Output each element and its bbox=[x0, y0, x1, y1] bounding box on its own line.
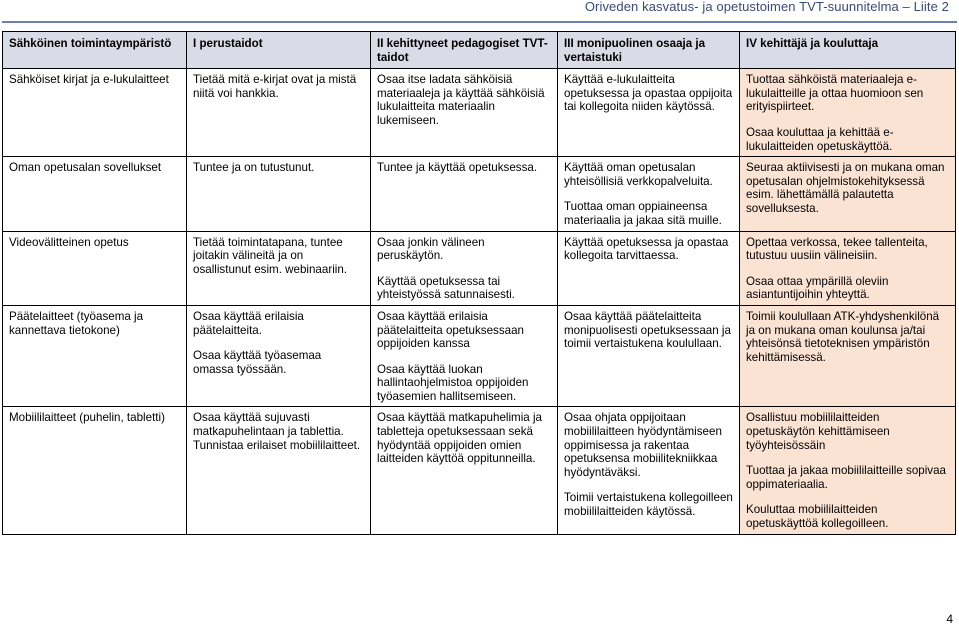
level-1-cell bbox=[187, 69, 371, 157]
cell-paragraph: Osaa käyttää sujuvasti matkapuhelintaan ja tablettia. Tunnistaa erilaiset mobiililaitteet. bbox=[193, 411, 361, 452]
level-1-cell bbox=[187, 157, 371, 231]
level-4-cell bbox=[740, 69, 956, 157]
cell-paragraph: Osallistuu mobiililaitteiden opetuskäytön kehittämiseen työyhteisössäin bbox=[746, 411, 890, 452]
cell-paragraph: Käyttää oman opetusalan yhteisöllisiä verkkopalveluita. bbox=[564, 161, 713, 188]
table-row bbox=[3, 157, 956, 231]
level-3-cell bbox=[558, 231, 740, 305]
table-row bbox=[3, 231, 956, 305]
page-number: 4 bbox=[946, 612, 953, 626]
header-divider bbox=[2, 21, 957, 23]
level-4-cell bbox=[740, 157, 956, 231]
cell-paragraph: Osaa itse ladata sähköisiä materiaaleja ja käyttää sähköisiä lukulaitteita materiaalin lukemiseen. bbox=[377, 73, 545, 127]
row-topic-cell bbox=[3, 69, 187, 157]
cell-paragraph: Tuntee ja on tutustunut. bbox=[193, 161, 315, 175]
cell-paragraph: Käyttää opetuksessa tai yhteistyössä satunnaisesti. bbox=[377, 274, 515, 302]
row-topic-cell bbox=[3, 231, 187, 305]
cell-paragraph: Tuottaa oman oppiaineensa materiaalia ja jakaa sitä muille. bbox=[564, 200, 722, 227]
level-1-cell bbox=[187, 407, 371, 534]
column-header-level-4: IV kehittäjä ja kouluttaja bbox=[740, 32, 956, 69]
row-topic-label: Videovälitteinen opetus bbox=[9, 235, 129, 249]
level-3-cell bbox=[558, 157, 740, 231]
row-topic-cell bbox=[3, 407, 187, 534]
cell-paragraph: Tietää toimintatapana, tuntee joitakin välineitä ja on osallistunut esim. webinaariin. bbox=[193, 235, 348, 276]
cell-paragraph: Osaa käyttää matkapuhelimia ja tabletteja opetuksessaan sekä hyödyntää oppijoiden omien laitteiden käyttöä oppitunneilla. bbox=[377, 411, 542, 466]
cell-paragraph: Tuottaa ja jakaa mobiililaitteille sopivaa oppimateriaalia. bbox=[746, 464, 946, 491]
level-3-cell bbox=[558, 69, 740, 157]
level-2-cell bbox=[371, 407, 558, 534]
cell-paragraph: Osaa käyttää luokan hallintaohjelmistoa oppijoiden työasemien hallitsemiseen. bbox=[377, 362, 529, 403]
level-1-cell bbox=[187, 231, 371, 305]
cell-paragraph: Seuraa aktiivisesti ja on mukana oman opetusalan ohjelmistokehityksessä esim. lähettämällä palautetta sovelluksesta. bbox=[746, 161, 945, 215]
column-header-level-2: II kehittyneet pedagogiset TVT-taidot bbox=[371, 32, 558, 69]
column-header-environment: Sähköinen toimintaympäristö bbox=[3, 32, 187, 69]
cell-paragraph: Toimii koulullaan ATK-yhdyshenkilönä ja on mukana oman koulunsa ja/tai yhteisönsä tietoteknisen ympäristön kehittämisessä. bbox=[746, 309, 940, 364]
level-1-cell bbox=[187, 305, 371, 407]
row-topic-label: Päätelaitteet (työasema ja kannettava tietokone) bbox=[9, 309, 144, 337]
level-2-cell bbox=[371, 305, 558, 407]
row-topic-label: Mobiililaitteet (puhelin, tabletti) bbox=[9, 411, 165, 425]
cell-paragraph: Osaa käyttää erilaisia päätelaitteita. bbox=[193, 309, 304, 337]
cell-paragraph: Käyttää e-lukulaitteita opetuksessa ja opastaa oppijoita tai kollegoita niiden käytössä. bbox=[564, 73, 733, 114]
level-2-cell bbox=[371, 231, 558, 305]
level-3-cell bbox=[558, 305, 740, 407]
document-header-title: Oriveden kasvatus- ja opetustoimen TVT-suunnitelma – Liite 2 bbox=[584, 0, 949, 14]
table-row bbox=[3, 407, 956, 534]
column-header-level-1: I perustaidot bbox=[187, 32, 371, 69]
row-topic-cell bbox=[3, 157, 187, 231]
level-2-cell bbox=[371, 69, 558, 157]
table-body bbox=[3, 69, 956, 534]
cell-paragraph: Osaa ohjata oppijoitaan mobiililaitteen hyödyntämiseen oppimisessa ja rakentaa opetuksensa mobiilitekniikkaa hyödyntäväksi. bbox=[564, 411, 722, 479]
cell-paragraph: Osaa kouluttaa ja kehittää e-lukulaitteiden opetuskäyttöä. bbox=[746, 125, 894, 153]
cell-paragraph: Käyttää opetuksessa ja opastaa kollegoita tarvittaessa. bbox=[564, 235, 729, 263]
cell-paragraph: Tuntee ja käyttää opetuksessa. bbox=[377, 161, 538, 175]
table-row bbox=[3, 69, 956, 157]
level-4-cell bbox=[740, 231, 956, 305]
cell-paragraph: Osaa ottaa ympärillä oleviin asiantuntijoihin yhteyttä. bbox=[746, 274, 889, 302]
table-row bbox=[3, 305, 956, 407]
row-topic-label: Sähköiset kirjat ja e-lukulaitteet bbox=[9, 73, 169, 87]
cell-paragraph: Tietää mitä e-kirjat ovat ja mistä niitä voi hankkia. bbox=[193, 73, 357, 100]
level-4-cell bbox=[740, 407, 956, 534]
table-header-row bbox=[3, 32, 956, 69]
competency-matrix-table bbox=[2, 31, 956, 535]
cell-paragraph: Toimii vertaistukena kollegoilleen mobiililaitteiden käytössä. bbox=[564, 491, 733, 519]
cell-paragraph: Osaa käyttää työasemaa omassa työssään. bbox=[193, 349, 322, 376]
level-4-cell bbox=[740, 305, 956, 407]
cell-paragraph: Tuottaa sähköistä materiaaleja e-lukulaitteille ja ottaa huomioon sen erityispiirteet. bbox=[746, 73, 924, 114]
cell-paragraph: Osaa käyttää erilaisia päätelaitteita opetuksessaan oppijoiden kanssa bbox=[377, 309, 524, 351]
row-topic-label: Oman opetusalan sovellukset bbox=[9, 161, 162, 175]
cell-paragraph: Opettaa verkossa, tekee tallenteita, tutustuu uusiin välineisiin. bbox=[746, 235, 928, 263]
column-header-level-3: III monipuolinen osaaja ja vertaistuki bbox=[558, 32, 740, 69]
cell-paragraph: Osaa jonkin välineen peruskäytön. bbox=[377, 235, 485, 263]
level-3-cell bbox=[558, 407, 740, 534]
level-2-cell bbox=[371, 157, 558, 231]
cell-paragraph: Kouluttaa mobiililaitteiden opetuskäyttöä kollegoilleen. bbox=[746, 503, 889, 531]
cell-paragraph: Osaa käyttää päätelaitteita monipuolisesti opetuksessaan ja toimii vertaistukena koulullaan. bbox=[564, 309, 731, 351]
row-topic-cell bbox=[3, 305, 187, 407]
